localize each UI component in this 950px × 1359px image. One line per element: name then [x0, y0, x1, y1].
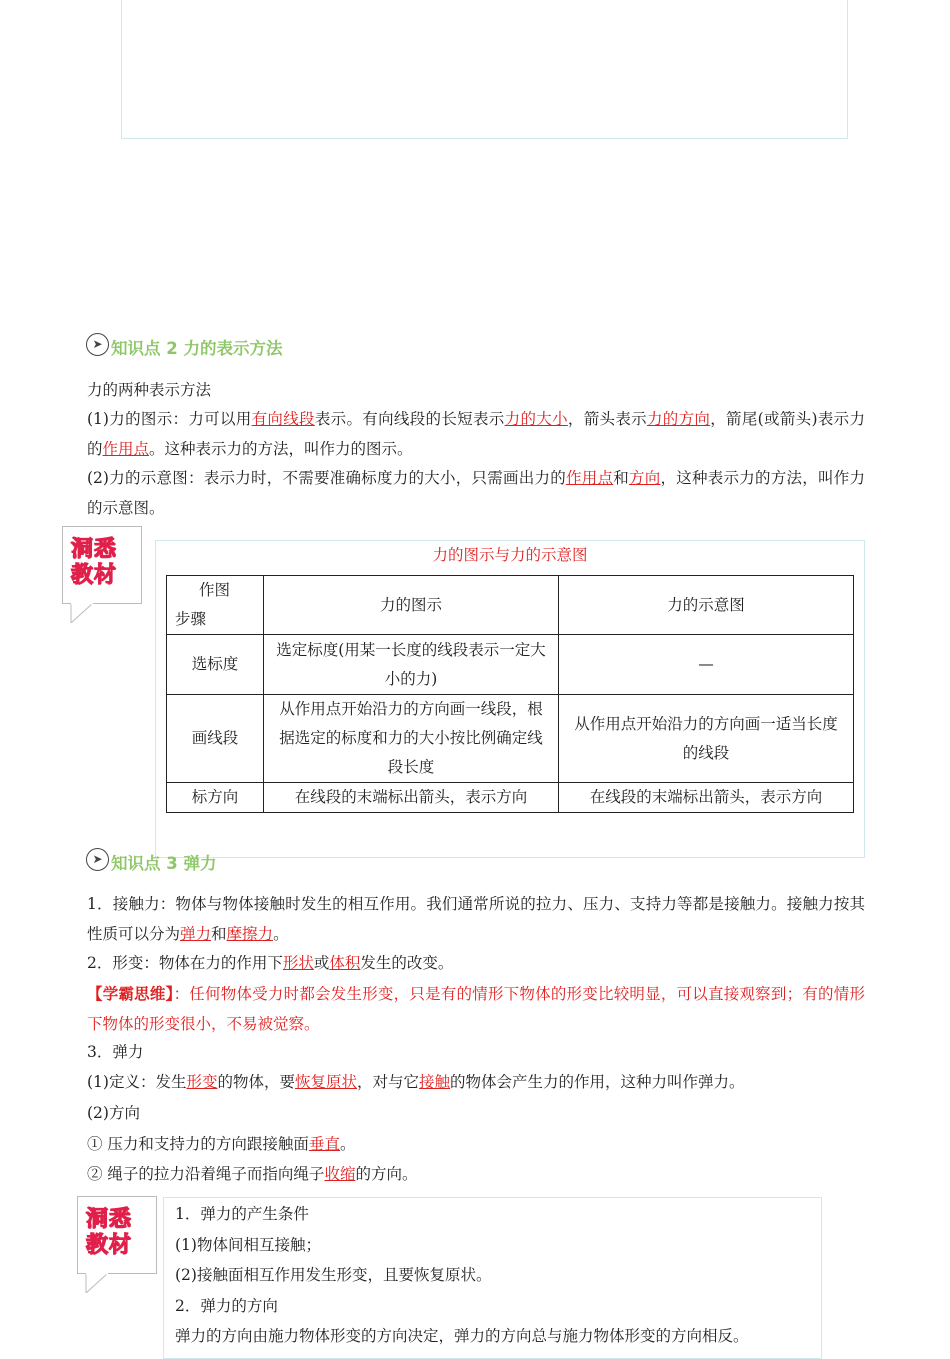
table-header-row	[167, 576, 854, 635]
section3-line-2: 2．形变：物体在力的作用下形状或体积发生的改变。	[87, 954, 454, 972]
section-heading-3	[86, 850, 216, 874]
table-caption: 力的图示与力的示意图	[432, 546, 588, 564]
badge-text: 洞悉 教材	[71, 537, 118, 588]
study-tip: 【学霸思维】：任何物体受力时都会发生形变，只是有的情形下物体的形变比较明显，可以直接观察到；有的情形下物体的形变很小，不易被觉察。	[87, 984, 865, 1033]
table-row	[167, 635, 854, 695]
row-sketch: —	[559, 635, 854, 695]
answer-blank: 体积	[329, 954, 361, 972]
answer-blank: 力的方向	[646, 410, 711, 428]
answer-blank: 形状	[282, 954, 314, 972]
section2-intro: 力的两种表示方法	[87, 381, 212, 399]
comparison-table	[166, 575, 854, 813]
panel-line: 2．弹力的方向	[175, 1297, 278, 1315]
row-sketch: 在线段的末端标出箭头，表示方向	[559, 783, 854, 813]
answer-blank: 垂直	[308, 1135, 340, 1153]
answer-blank: 弹力	[180, 924, 212, 943]
row-sketch: 从作用点开始沿力的方向画一适当长度的线段	[559, 695, 854, 783]
section3-line-6: ① 压力和支持力的方向跟接触面垂直。	[87, 1135, 356, 1153]
table-row	[167, 695, 854, 783]
section-title: 知识点 2 力的表示方法	[111, 339, 283, 358]
textbook-insight-badge	[77, 1196, 157, 1274]
row-diagram: 选定标度(用某一长度的线段表示一定大小的力)	[264, 635, 559, 695]
row-step: 画线段	[167, 695, 264, 783]
speech-tail-icon	[84, 1273, 114, 1293]
panel-line: 1．弹力的产生条件	[175, 1205, 309, 1223]
answer-blank: 恢复原状	[295, 1073, 358, 1091]
row-step: 标方向	[167, 783, 264, 813]
panel-line: (1)物体间相互接触；	[175, 1236, 321, 1254]
section3-line-5: (2)方向	[87, 1104, 140, 1122]
top-content-box	[121, 0, 848, 139]
section-title: 知识点 3 弹力	[111, 854, 217, 873]
answer-blank: 收缩	[324, 1165, 356, 1183]
row-diagram: 从作用点开始沿力的方向画一线段，根据选定的标度和力的大小按比例确定线段长度	[264, 695, 559, 783]
speech-tail-icon	[69, 603, 99, 623]
section2-paragraph-1: (1)力的图示：力可以用有向线段表示。有向线段的长短表示力的大小，箭头表示力的方向，箭尾(或箭头)表示力的作用点。这种表示力的方法，叫作力的图示。	[87, 410, 865, 458]
tip-label: 【学霸思维】	[87, 984, 174, 1003]
table-row	[167, 783, 854, 813]
header-diagram: 力的图示	[264, 576, 559, 635]
section-heading-2	[86, 335, 282, 359]
section3-line-7: ② 绳子的拉力沿着绳子而指向绳子收缩的方向。	[87, 1165, 418, 1183]
answer-blank: 力的大小	[504, 410, 568, 428]
answer-blank: 接触	[419, 1073, 451, 1091]
header-step: 作图 步骤	[167, 576, 264, 635]
badge-text: 洞悉 教材	[86, 1207, 133, 1258]
answer-blank: 作用点	[565, 469, 614, 487]
answer-blank: 形变	[186, 1073, 218, 1091]
panel-line: (2)接触面相互作用发生形变，且要恢复原状。	[175, 1266, 492, 1284]
row-step: 选标度	[167, 635, 264, 695]
answer-blank: 摩擦力	[226, 924, 274, 943]
answer-blank: 作用点	[102, 439, 150, 458]
header-sketch: 力的示意图	[559, 576, 854, 635]
answer-blank: 方向	[628, 469, 661, 487]
panel-line: 弹力的方向由施力物体形变的方向决定，弹力的方向总与施力物体形变的方向相反。	[175, 1327, 749, 1345]
row-diagram: 在线段的末端标出箭头，表示方向	[264, 783, 559, 813]
textbook-insight-badge	[62, 526, 142, 604]
arrow-circle-icon: ➤	[86, 848, 109, 871]
answer-blank: 有向线段	[251, 410, 315, 428]
section2-paragraph-2: (2)力的示意图：表示力时，不需要准确标度力的大小，只需画出力的作用点和方向，这种表示力的方法，叫作力的示意图。	[87, 469, 865, 517]
section3-line-3: 3．弹力	[87, 1043, 144, 1061]
section3-line-1: 1．接触力：物体与物体接触时发生的相互作用。我们通常所说的拉力、压力、支持力等都是接触力。接触力按其性质可以分为弹力和摩擦力。	[87, 895, 865, 943]
section3-line-4: (1)定义：发生形变的物体，要恢复原状，对与它接触的物体会产生力的作用，这种力叫作弹力。	[87, 1073, 745, 1091]
arrow-circle-icon: ➤	[86, 333, 109, 356]
